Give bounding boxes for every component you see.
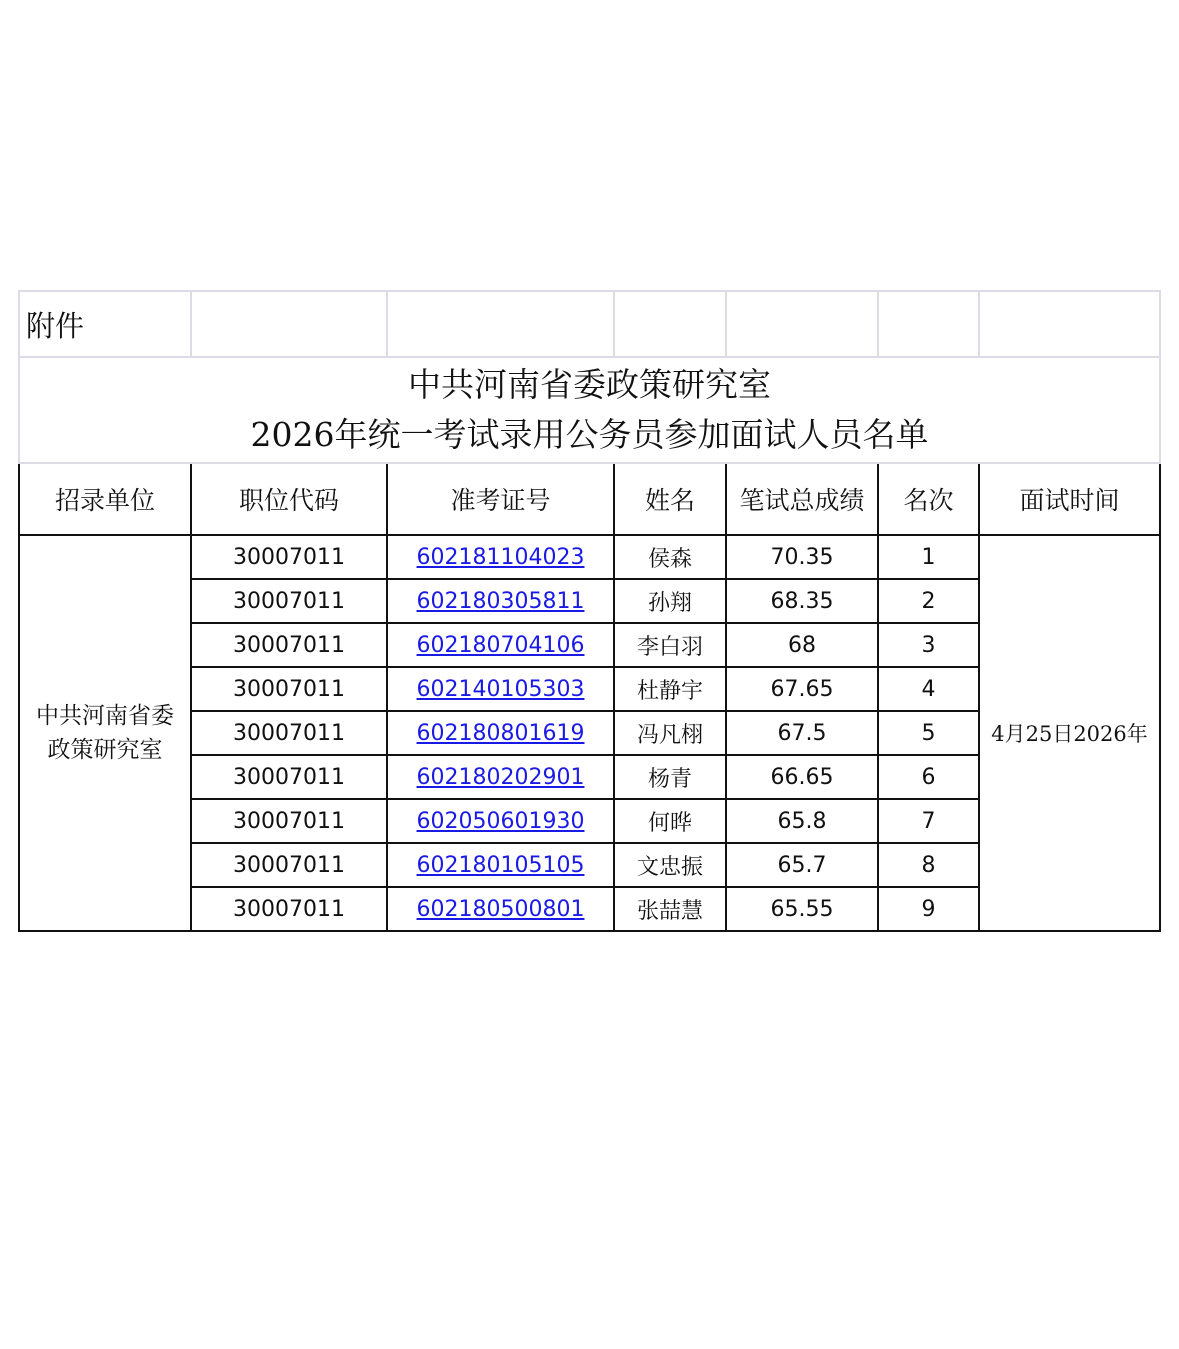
ticket-number-cell [387, 799, 614, 843]
empty-cell [191, 291, 387, 357]
header-row [19, 463, 1160, 535]
empty-cell [726, 291, 878, 357]
written-score-cell: 68.35 [726, 579, 878, 623]
ticket-number-link[interactable]: 602181104023 [416, 544, 585, 570]
written-score-cell: 65.7 [726, 843, 878, 887]
rank-cell: 2 [878, 579, 979, 623]
empty-cell [878, 291, 979, 357]
interview-time-cell: 4月25日2026年 [979, 535, 1160, 931]
col-header-position-code: 职位代码 [191, 463, 387, 535]
rank-cell: 5 [878, 711, 979, 755]
ticket-number-cell [387, 887, 614, 931]
candidate-name-cell: 杜静宇 [614, 667, 726, 711]
col-header-name: 姓名 [614, 463, 726, 535]
candidate-name-cell: 李白羽 [614, 623, 726, 667]
ticket-number-cell [387, 711, 614, 755]
col-header-written-score: 笔试总成绩 [726, 463, 878, 535]
ticket-number-link[interactable]: 602180202901 [416, 764, 585, 790]
rank-cell: 8 [878, 843, 979, 887]
position-code-cell: 30007011 [191, 623, 387, 667]
candidate-name-cell: 侯森 [614, 535, 726, 579]
position-code-cell: 30007011 [191, 843, 387, 887]
ticket-number-cell [387, 623, 614, 667]
written-score-cell: 70.35 [726, 535, 878, 579]
candidate-name-cell: 何晔 [614, 799, 726, 843]
candidate-name-cell: 孙翔 [614, 579, 726, 623]
written-score-cell: 67.65 [726, 667, 878, 711]
position-code-cell: 30007011 [191, 887, 387, 931]
written-score-cell: 65.8 [726, 799, 878, 843]
table-row [19, 535, 1160, 579]
ticket-number-link[interactable]: 602180500801 [416, 896, 585, 922]
position-code-cell: 30007011 [191, 667, 387, 711]
position-code-cell: 30007011 [191, 711, 387, 755]
empty-cell [387, 291, 614, 357]
attachment-label: 附件 [19, 291, 191, 357]
ticket-number-link[interactable]: 602180801619 [416, 720, 585, 746]
written-score-cell: 65.55 [726, 887, 878, 931]
candidate-name-cell: 文忠振 [614, 843, 726, 887]
rank-cell: 7 [878, 799, 979, 843]
empty-cell [614, 291, 726, 357]
rank-cell: 6 [878, 755, 979, 799]
ticket-number-link[interactable]: 602140105303 [416, 676, 585, 702]
col-header-interview-time: 面试时间 [979, 463, 1160, 535]
rank-cell: 9 [878, 887, 979, 931]
ticket-number-link[interactable]: 602180305811 [416, 588, 585, 614]
written-score-cell: 68 [726, 623, 878, 667]
col-header-rank: 名次 [878, 463, 979, 535]
position-code-cell: 30007011 [191, 535, 387, 579]
position-code-cell: 30007011 [191, 755, 387, 799]
ticket-number-cell [387, 535, 614, 579]
position-code-cell: 30007011 [191, 799, 387, 843]
rank-cell: 4 [878, 667, 979, 711]
candidate-name-cell: 杨青 [614, 755, 726, 799]
rank-cell: 1 [878, 535, 979, 579]
written-score-cell: 67.5 [726, 711, 878, 755]
col-header-unit: 招录单位 [19, 463, 191, 535]
interview-list-table [18, 290, 1161, 932]
ticket-number-cell [387, 755, 614, 799]
ticket-number-cell [387, 579, 614, 623]
title-row [19, 357, 1160, 463]
ticket-number-link[interactable]: 602050601930 [416, 808, 585, 834]
page-title [19, 357, 1160, 463]
ticket-number-link[interactable]: 602180704106 [416, 632, 585, 658]
recruiting-unit-cell [19, 535, 191, 931]
written-score-cell: 66.65 [726, 755, 878, 799]
candidate-name-cell: 张喆慧 [614, 887, 726, 931]
rank-cell: 3 [878, 623, 979, 667]
title-line-1: 中共河南省委政策研究室 [408, 365, 771, 404]
ticket-number-cell [387, 667, 614, 711]
recruiting-unit-line-1: 中共河南省委 [36, 703, 174, 729]
col-header-ticket-number: 准考证号 [387, 463, 614, 535]
position-code-cell: 30007011 [191, 579, 387, 623]
ticket-number-cell [387, 843, 614, 887]
ticket-number-link[interactable]: 602180105105 [416, 852, 585, 878]
recruiting-unit-line-2: 政策研究室 [47, 737, 163, 763]
candidate-name-cell: 冯凡栩 [614, 711, 726, 755]
attachment-row [19, 291, 1160, 357]
title-line-2: 2026年统一考试录用公务员参加面试人员名单 [250, 415, 929, 454]
empty-cell [979, 291, 1160, 357]
